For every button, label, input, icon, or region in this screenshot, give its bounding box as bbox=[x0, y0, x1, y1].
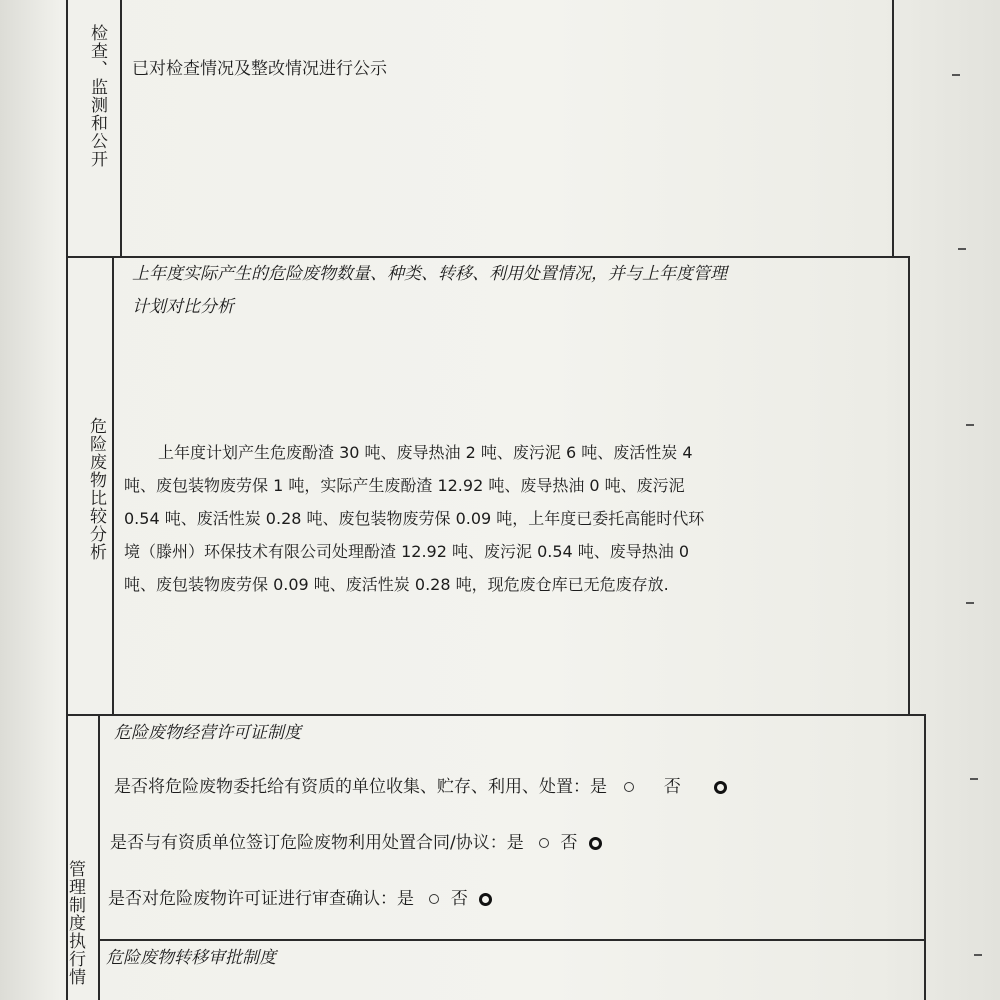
paragraph-line-4: 境（滕州）环保技术有限公司处理酚渣 12.92 吨、废污泥 0.54 吨、废导热油 0 bbox=[124, 542, 690, 561]
table-line-label-divider-bottom bbox=[98, 716, 100, 1000]
table-line-right-top bbox=[892, 0, 894, 258]
question-1-text: 是否将危险废物委托给有资质的单位收集、贮存、利用、处置：是 bbox=[114, 777, 607, 797]
paragraph-line-5: 吨、废包装物废劳保 0.09 吨、废活性炭 0.28 吨，现危废仓库已无危废存放. bbox=[124, 575, 669, 594]
paragraph-line-2: 吨、废包装物废劳保 1 吨，实际产生废酚渣 12.92 吨、废导热油 0 吨、废污泥 bbox=[124, 476, 685, 495]
license-system-title: 危险废物经营许可证制度 bbox=[114, 723, 301, 743]
comparison-prompt-line-1: 上年度实际产生的危险废物数量、种类、转移、利用处置情况，并与上年度管理 bbox=[132, 264, 727, 284]
paragraph-line-1: 上年度计划产生危废酚渣 30 吨、废导热油 2 吨、废污泥 6 吨、废活性炭 4 bbox=[158, 443, 693, 462]
question-2-no-radio[interactable] bbox=[589, 837, 602, 850]
question-2-no-label: 否 bbox=[560, 833, 578, 853]
margin-mark bbox=[970, 778, 978, 780]
question-1-yes-radio[interactable] bbox=[624, 782, 634, 792]
inspection-content: 已对检查情况及整改情况进行公示 bbox=[132, 59, 387, 79]
table-line-label-divider-mid bbox=[112, 258, 114, 716]
table-line-right-bottom bbox=[924, 716, 926, 1000]
comparison-section-label: 危险废物比较分析 bbox=[86, 417, 106, 561]
comparison-prompt-line-2: 计划对比分析 bbox=[132, 297, 234, 317]
paragraph-line-3: 0.54 吨、废活性炭 0.28 吨、废包装物废劳保 0.09 吨，上年度已委托高能时代环 bbox=[124, 509, 705, 528]
table-row-divider-3 bbox=[98, 939, 926, 941]
table-line-right-mid bbox=[908, 258, 910, 716]
margin-mark bbox=[974, 954, 982, 956]
question-2-yes-radio[interactable] bbox=[539, 838, 549, 848]
margin-mark bbox=[966, 602, 974, 604]
question-3-no-label: 否 bbox=[450, 889, 468, 909]
comparison-paragraph bbox=[124, 436, 894, 601]
table-row-divider-1 bbox=[66, 256, 910, 258]
question-3-no-radio[interactable] bbox=[479, 893, 492, 906]
question-2-text: 是否与有资质单位签订危险废物利用处置合同/协议：是 bbox=[110, 833, 524, 853]
table-row-divider-2 bbox=[66, 714, 926, 716]
question-1-no-label: 否 bbox=[663, 777, 681, 797]
question-3-yes-radio[interactable] bbox=[429, 894, 439, 904]
margin-mark bbox=[966, 424, 974, 426]
question-2 bbox=[110, 828, 608, 853]
question-3 bbox=[108, 884, 498, 909]
inspection-section-label: 检查、监测和公开 bbox=[87, 24, 107, 168]
margin-mark bbox=[958, 248, 966, 250]
management-section-label: 管理制度执行情 bbox=[65, 860, 85, 986]
question-1 bbox=[114, 772, 733, 797]
margin-mark bbox=[952, 74, 960, 76]
question-3-text: 是否对危险废物许可证进行审查确认：是 bbox=[108, 889, 414, 909]
table-line-label-divider-top bbox=[120, 0, 122, 258]
question-1-no-radio[interactable] bbox=[714, 781, 727, 794]
transfer-system-title: 危险废物转移审批制度 bbox=[106, 948, 276, 968]
